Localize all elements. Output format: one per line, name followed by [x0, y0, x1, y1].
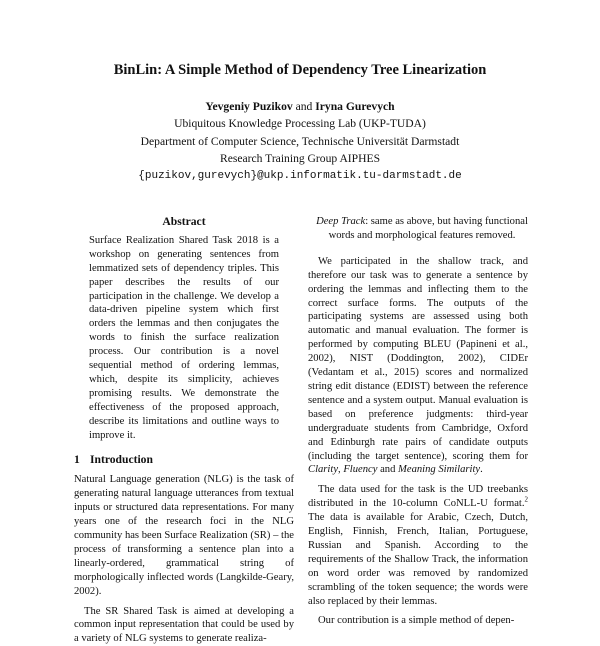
affiliation-lab: Ubiquitous Knowledge Processing Lab (UKP-TUDA): [174, 117, 426, 131]
intro-paragraph-1: Natural Language generation (NLG) is the task of generating natural language utterances from textual inputs or structured data representations. For many years one of the research foci in the NLG community has been Surface Realization (SR) – the process of transforming a sentence plan into a linearly-ordered, grammatical string of morphologically inflected words (Langkilde-Geary, 2002).: [74, 474, 294, 597]
separator-comma: ,: [338, 464, 344, 476]
author-2: Iryna Gurevych: [315, 100, 395, 113]
data-text-a: The data used for the task is the UD treebanks distributed in the 10-column CoNLL-U format.: [308, 484, 528, 510]
abstract-heading: Abstract: [162, 215, 206, 228]
body-paragraph-data: [308, 483, 528, 608]
author-conjunction: and: [295, 100, 313, 113]
affiliation-group: Research Training Group AIPHES: [219, 152, 381, 166]
abstract-text: Surface Realization Shared Task 2018 is a workshop on generating sentences from lemmatized sets of dependency triples. This paper describes the results of our participation in the challenge. We develop a data-driven pipeline system which first orders the lemmas and then conjugates the words to finish the surface realization process. Our contribution is a novel sequential method of ordering lemmas, which, despite its simplicity, achieves promising results. We demonstrate the effectiveness of the proposed approach, describe its limitations and outline ways to improve it.: [89, 234, 279, 441]
affiliation-department: Department of Computer Science, Technische Universität Darmstadt: [140, 134, 460, 148]
data-text-b: The data is available for Arabic, Czech, Dutch, English, Finnish, French, Italian, Portuguese, Russian and Spanish. According to the requirements of the Shallow Track, the information on word order was removed by randomized scrambling of the token sequence; the words were also replaced by their lemmas.: [308, 512, 528, 607]
author-1: Yevgeniy Puzikov: [205, 100, 293, 113]
author-email: {puzikov,gurevych}@ukp.informatik.tu-darmstadt.de: [138, 169, 462, 182]
author-block: [0, 98, 600, 185]
deep-track-label: Deep Track: [316, 216, 366, 227]
criterion-clarity: Clarity: [308, 464, 339, 476]
separator-period: .: [480, 464, 483, 476]
body-paragraph-participation: [308, 255, 528, 478]
body-paragraph-contribution: Our contribution is a simple method of depen-: [318, 615, 515, 627]
right-column: [308, 215, 528, 628]
section-number: 1: [74, 452, 80, 466]
criterion-fluency: Fluency: [343, 464, 378, 476]
deep-track-item: [308, 215, 528, 243]
intro-paragraph-2: The SR Shared Task is aimed at developing a common input representation that could be used by a variety of NLG systems to generate realiza-: [74, 605, 294, 645]
deep-track-text: : same as above, but having functional words and morphological features removed.: [328, 216, 528, 241]
footnote-marker: 2: [524, 495, 528, 504]
section-heading-introduction: [74, 453, 294, 467]
participation-text: We participated in the shallow track, and therefore our task was to generate a sentence by ordering the lemmas and inflecting them to the correct surface forms. The outputs of the participating systems are assessed using both automatic and manual evaluation. The former is performed by computing BLEU (Papineni et al., 2002), NIST (Doddington, 2002), CIDEr (Vedantam et al., 2015) scores and normalized string edit distance (EDIST) between the reference sentence and a system output. Manual evaluation is based on preference judgments: third-year undergraduate students from Cambridge, Oxford and Edinburgh rate pairs of candidate outputs (including the target sentence), scoring them for: [308, 255, 528, 462]
criterion-meaning-similarity: Meaning Similarity: [398, 464, 481, 476]
paper-title: BinLin: A Simple Method of Dependency Tree Linearization: [113, 62, 487, 78]
left-column: [74, 215, 294, 646]
section-title: Introduction: [90, 452, 153, 466]
author-names: [0, 98, 600, 115]
separator-and: and: [377, 464, 399, 476]
